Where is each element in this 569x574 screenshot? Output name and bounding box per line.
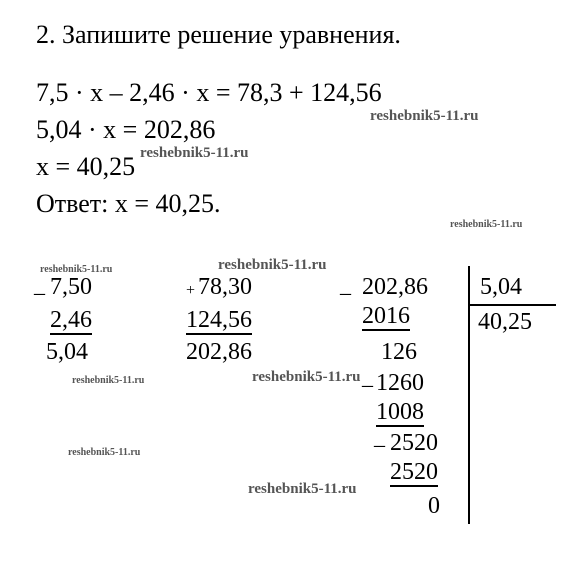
division-quotient: 40,25 <box>478 309 532 335</box>
division-step-operator: _ <box>374 424 385 449</box>
watermark: reshebnik5-11.ru <box>72 375 145 386</box>
addition-addend2: 124,56 <box>186 307 252 333</box>
division-operator: _ <box>340 272 351 297</box>
addition-result: 202,86 <box>186 339 252 365</box>
division-step: 126 <box>381 339 417 365</box>
division-step: 2016 <box>362 303 410 329</box>
division-horizontal-bar <box>468 304 556 306</box>
watermark: reshebnik5-11.ru <box>40 264 113 275</box>
equation-line-2: 5,04 · x = 202,86 <box>36 115 216 144</box>
subtraction-result: 5,04 <box>46 339 88 365</box>
answer-line: Ответ: x = 40,25. <box>36 189 221 218</box>
division-dividend: 202,86 <box>362 274 428 300</box>
watermark: reshebnik5-11.ru <box>370 108 479 124</box>
watermark: reshebnik5-11.ru <box>218 257 327 273</box>
addition-addend1: 78,30 <box>198 274 252 300</box>
watermark: reshebnik5-11.ru <box>252 369 361 385</box>
subtraction-minuend: 7,50 <box>50 274 92 300</box>
division-step: 1260 <box>376 370 424 396</box>
division-step-operator: _ <box>362 364 373 389</box>
division-step: 2520 <box>390 430 438 456</box>
watermark: reshebnik5-11.ru <box>248 481 357 497</box>
subtraction-subtrahend: 2,46 <box>50 307 92 333</box>
division-step: 2520 <box>390 459 438 485</box>
division-step: 0 <box>428 493 440 519</box>
equation-line-1: 7,5 · x – 2,46 · x = 78,3 + 124,56 <box>36 78 382 107</box>
addition-operator: + <box>186 282 196 299</box>
watermark: reshebnik5-11.ru <box>68 447 141 458</box>
division-step: 1008 <box>376 399 424 425</box>
task-title: 2. Запишите решение уравнения. <box>36 20 401 49</box>
watermark: reshebnik5-11.ru <box>450 219 523 230</box>
division-divisor: 5,04 <box>480 274 522 300</box>
equation-line-3: x = 40,25 <box>36 152 136 181</box>
watermark: reshebnik5-11.ru <box>140 145 249 161</box>
subtraction-operator: _ <box>34 272 45 297</box>
